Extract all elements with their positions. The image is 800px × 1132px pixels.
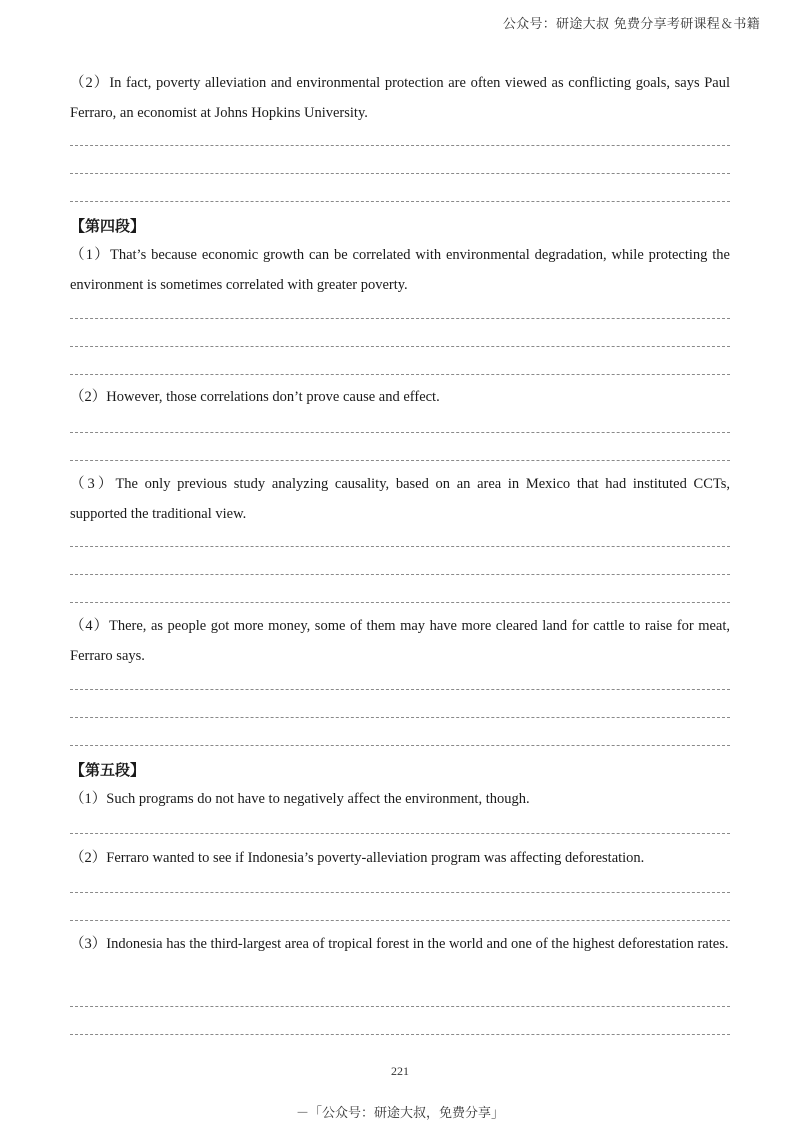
sentence-number: （2） [70, 389, 107, 405]
sentence-p4-2 [70, 382, 730, 412]
header-watermark-note: 公众号：研途大叔 免费分享考研课程＆书籍 [502, 17, 760, 32]
section-heading-para4: 【第四段】 [70, 217, 146, 235]
sentence-p5-1 [70, 784, 730, 814]
translation-line[interactable] [70, 460, 730, 461]
section-heading-para5: 【第五段】 [70, 761, 146, 779]
translation-line[interactable] [70, 574, 730, 575]
translation-line[interactable] [70, 745, 730, 746]
sentence-text: The only previous study analyzing causality, based on an area in Mexico that had instituted CCTs, supported the traditional view. [70, 476, 730, 522]
translation-line[interactable] [70, 201, 730, 202]
sentence-text: Indonesia has the third-largest area of tropical forest in the world and one of the highest deforestation rates. [106, 936, 729, 952]
translation-line[interactable] [70, 833, 730, 834]
translation-line[interactable] [70, 602, 730, 603]
translation-line[interactable] [70, 689, 730, 690]
sentence-text: In fact, poverty alleviation and environmental protection are often viewed as conflicting goals, says Paul Ferraro, an economist at Johns Hopkins University. [70, 75, 731, 121]
sentence-p3-2 [70, 68, 730, 128]
sentence-p4-1 [70, 240, 730, 300]
sentence-text: Such programs do not have to negatively affect the environment, though. [106, 791, 530, 807]
sentence-p5-2 [70, 843, 730, 873]
translation-line[interactable] [70, 346, 730, 347]
translation-line[interactable] [70, 717, 730, 718]
translation-line[interactable] [70, 318, 730, 319]
sentence-text: That’s because economic growth can be correlated with environmental degradation, while protecting the environment is sometimes correlated with greater poverty. [70, 247, 730, 293]
translation-line[interactable] [70, 1006, 730, 1007]
sentence-number: （1） [70, 791, 107, 807]
sentence-text: However, those correlations don’t prove cause and effect. [106, 389, 440, 405]
sentence-number: （2） [70, 850, 107, 866]
translation-line[interactable] [70, 1034, 730, 1035]
translation-line[interactable] [70, 892, 730, 893]
translation-line[interactable] [70, 374, 730, 375]
translation-line[interactable] [70, 546, 730, 547]
translation-line[interactable] [70, 173, 730, 174]
sentence-p4-4 [70, 611, 730, 671]
translation-line[interactable] [70, 432, 730, 433]
translation-line[interactable] [70, 920, 730, 921]
sentence-text: Ferraro wanted to see if Indonesia’s poverty-alleviation program was affecting deforestation. [106, 850, 645, 866]
sentence-number: （1） [70, 247, 110, 263]
sentence-text: There, as people got more money, some of them may have more cleared land for cattle to raise for meat, Ferraro says. [70, 618, 731, 664]
page-number: 221 [391, 1064, 409, 1078]
sentence-number: （3） [70, 936, 107, 952]
sentence-p4-3 [70, 469, 730, 529]
sentence-number: （4） [70, 618, 109, 634]
sentence-p5-3 [70, 929, 730, 959]
sentence-number: （2） [70, 75, 110, 91]
translation-line[interactable] [70, 145, 730, 146]
footer-watermark-note: －「公众号：研途大叔，免费分享」 [295, 1106, 504, 1121]
sentence-number: （3） [70, 476, 116, 492]
